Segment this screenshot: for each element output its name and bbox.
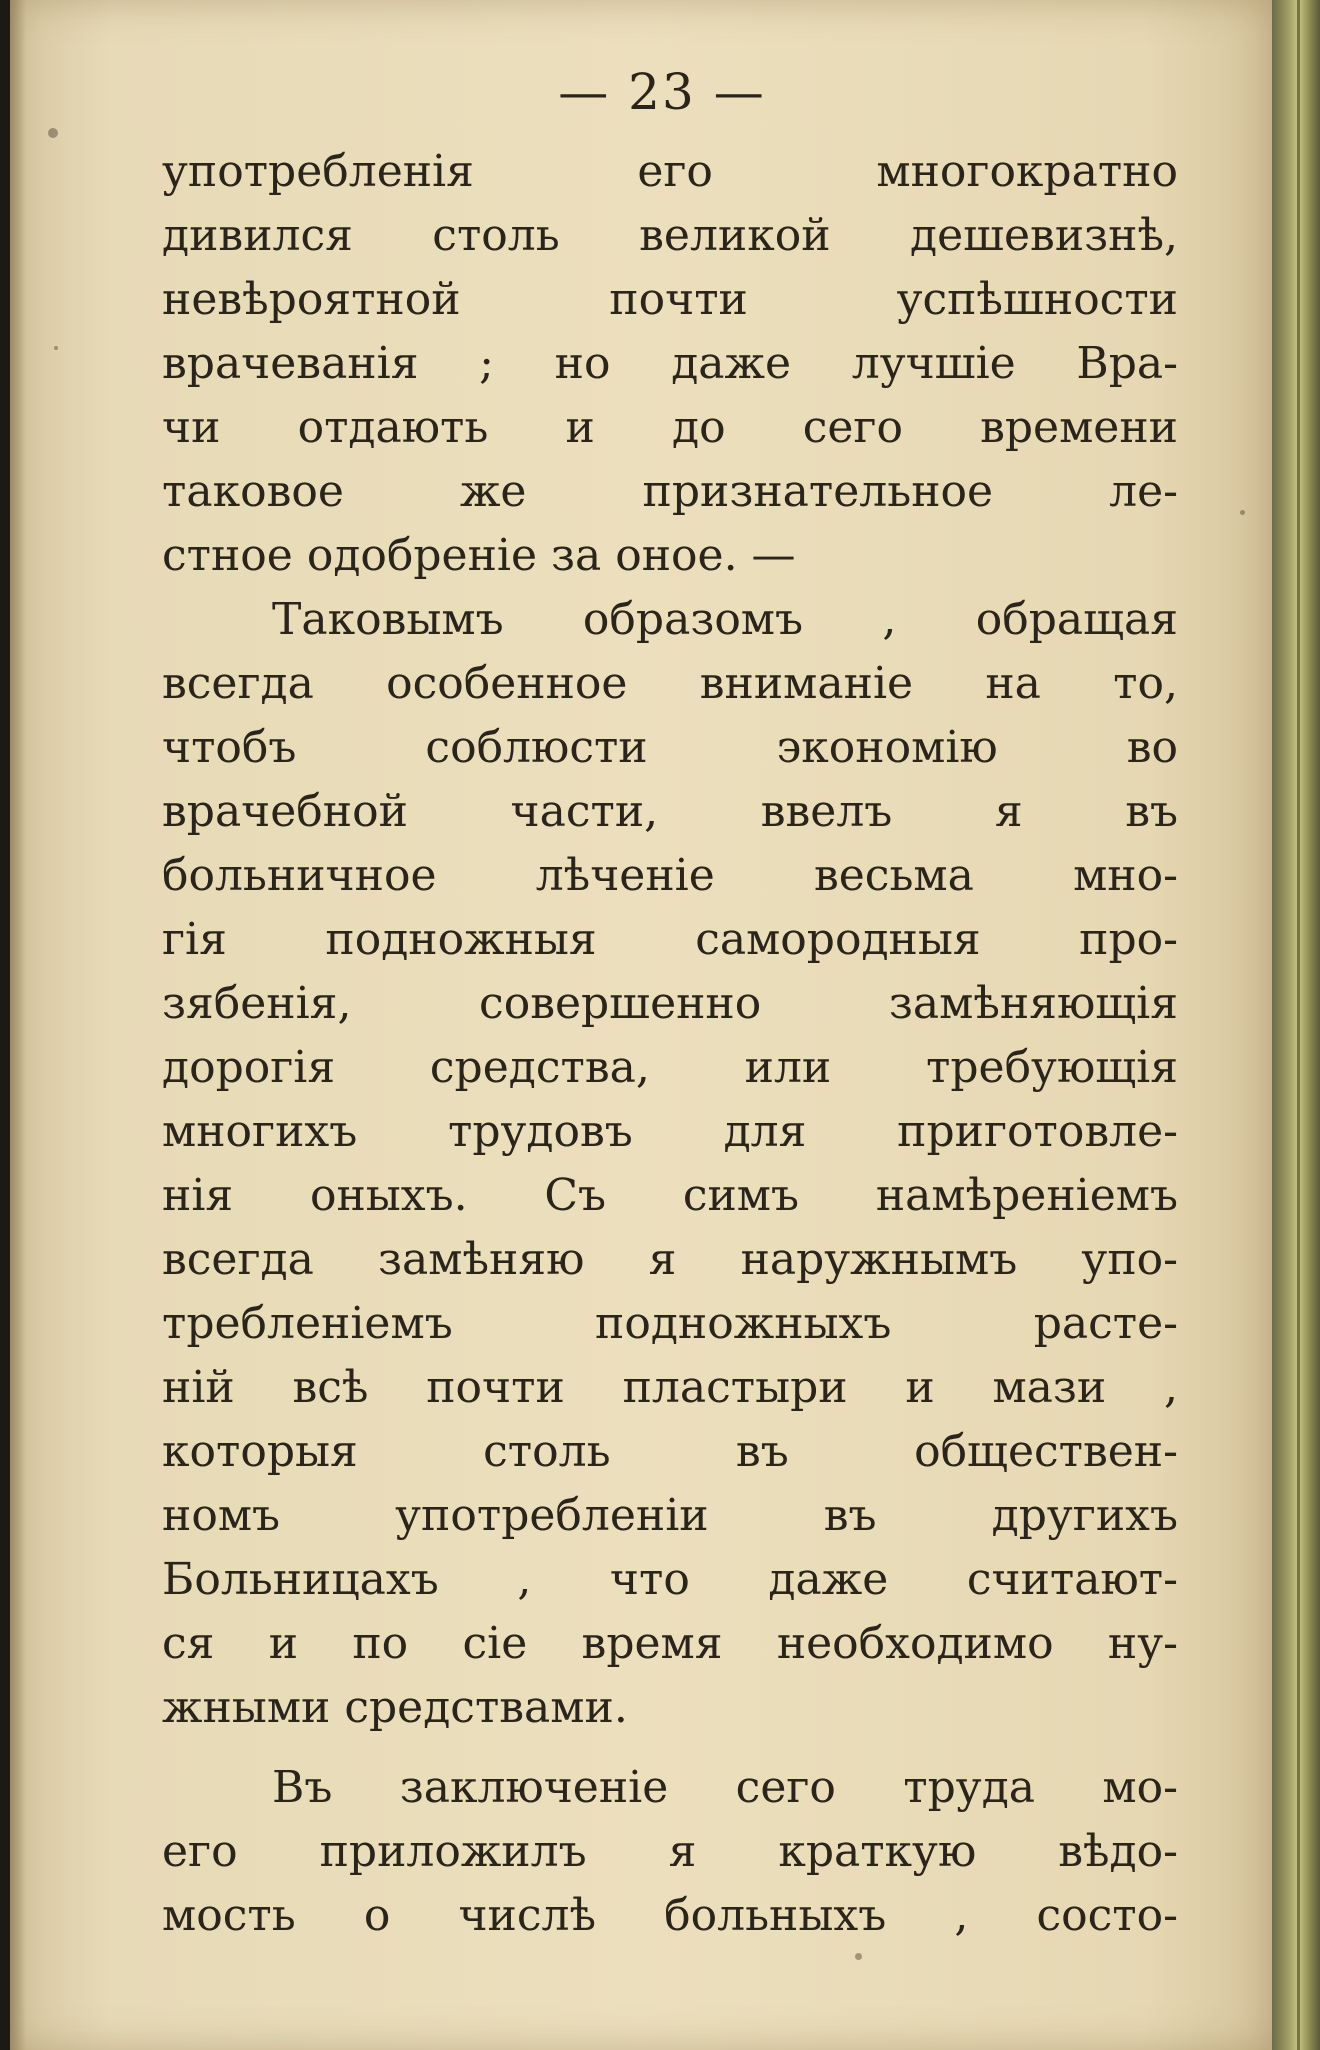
text-line: многихъ трудовъ для приготовле- xyxy=(162,1106,1178,1157)
paragraph-gap xyxy=(162,1740,1178,1756)
text-line: врачеванія ; но даже лучшіе Вра- xyxy=(162,338,1178,389)
spine-edge-line xyxy=(1297,0,1300,2050)
text-line: нія оныхъ. Съ симъ намѣреніемъ xyxy=(162,1170,1178,1221)
page-number: — 23 — xyxy=(558,63,766,121)
paragraph xyxy=(162,588,1178,1740)
book-spine xyxy=(1272,0,1320,2050)
paper-speck xyxy=(1240,510,1245,515)
paragraph xyxy=(162,140,1178,588)
text-line: употребленія его многократно xyxy=(162,146,1178,197)
paper-speck xyxy=(48,128,58,138)
text-line: жными средствами. xyxy=(162,1682,628,1733)
text-line: всегда особенное вниманіе на то, xyxy=(162,658,1178,709)
text-line: Въ заключеніе сего труда мо- xyxy=(272,1762,1178,1813)
text-line: ній всѣ почти пластыри и мази , xyxy=(162,1362,1178,1413)
text-line: невѣроятной почти успѣшности xyxy=(162,274,1178,325)
text-line: мость о числѣ больныхъ , состо- xyxy=(162,1890,1178,1941)
text-line: которыя столь въ обществен- xyxy=(162,1426,1178,1477)
text-line: чтобъ соблюсти экономію во xyxy=(162,722,1178,773)
text-line: врачебной части, ввелъ я въ xyxy=(162,786,1178,837)
text-line: всегда замѣняю я наружнымъ упо- xyxy=(162,1234,1178,1285)
text-line: больничное лѣченіе весьма мно- xyxy=(162,850,1178,901)
text-line: гія подножныя самородныя про- xyxy=(162,914,1178,965)
text-line: стное одобреніе за оное. — xyxy=(162,530,796,581)
page-edge-shadow xyxy=(10,0,26,2050)
text-line: дорогія средства, или требующія xyxy=(162,1042,1178,1093)
paragraph xyxy=(162,1756,1178,1948)
body-text xyxy=(162,140,1178,1948)
text-line: Больницахъ , что даже считают- xyxy=(162,1554,1178,1605)
paper-speck xyxy=(54,346,58,350)
paper-speck xyxy=(855,1953,862,1960)
text-line: номъ употребленіи въ другихъ xyxy=(162,1490,1178,1541)
text-line: зябенія, совершенно замѣняющія xyxy=(162,978,1178,1029)
text-line: ся и по сіе время необходимо ну- xyxy=(162,1618,1178,1669)
text-line: его приложилъ я краткую вѣдо- xyxy=(162,1826,1178,1877)
text-line: таковое же признательное ле- xyxy=(162,466,1178,517)
book-page xyxy=(10,0,1272,2050)
text-line: Таковымъ образомъ , обращая xyxy=(272,594,1178,645)
text-line: дивился столь великой дешевизнѣ, xyxy=(162,210,1178,261)
text-line: чи отдають и до сего времени xyxy=(162,402,1178,453)
text-line: требленіемъ подножныхъ расте- xyxy=(162,1298,1178,1349)
